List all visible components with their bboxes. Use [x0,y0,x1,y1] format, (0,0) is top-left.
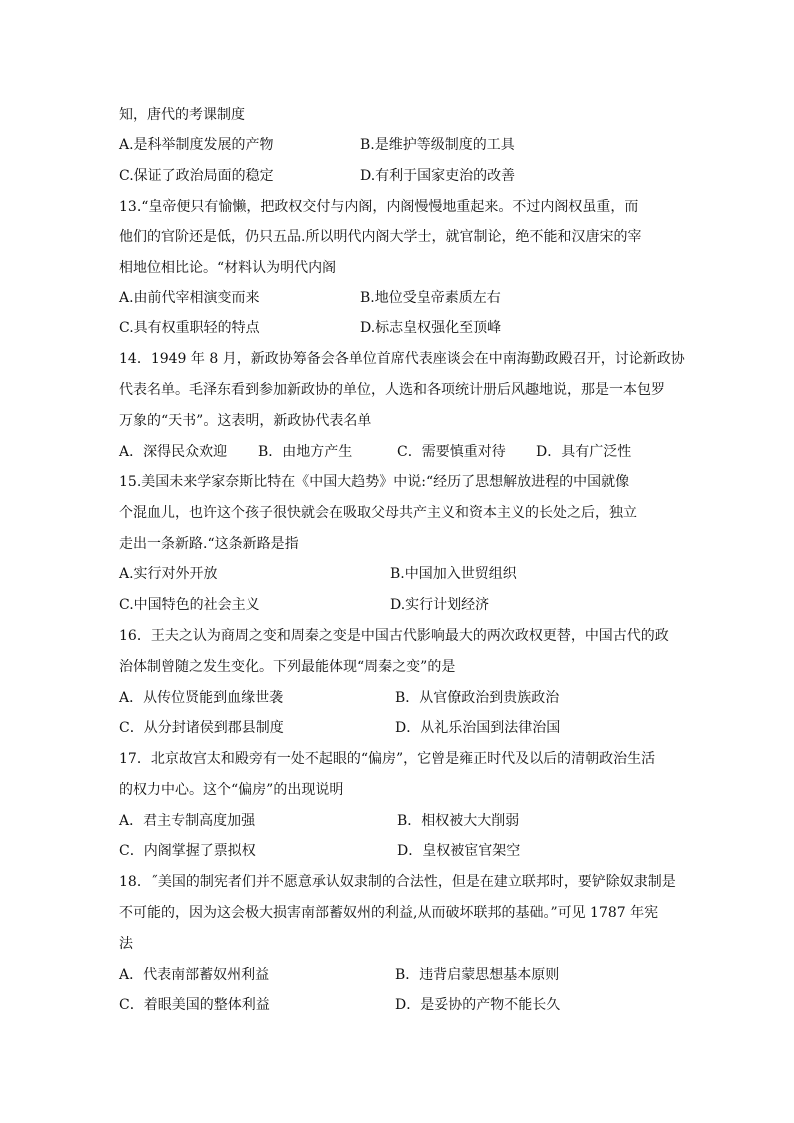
q18-stem-line: 18．˝美国的制宪者们并不愿意承认奴隶制的合法性，但是在建立联邦时，要铲除奴隶制是 [119,874,676,890]
q15-option-d: D.实行计划经济 [390,597,490,613]
q13-option-b: B.地位受皇帝素质左右 [360,290,501,306]
q18-option-a: A．代表南部蓄奴州利益 [119,967,270,983]
q17-stem-line: 17．北京故宫太和殿旁有一处不起眼的“偏房”，它曾是雍正时代及以后的清朝政治生活 [119,751,656,767]
q14-option-c: C．需要慎重对待 [397,444,506,460]
q14-stem-line: 万象的“天书”。这表明，新政协代表名单 [119,413,372,429]
q13-stem-line: 相地位相比论。“材料认为明代内阁 [119,260,337,276]
q15-option-a: A.实行对外开放 [119,566,218,582]
q12-stem-tail: 知，唐代的考课制度 [119,107,245,123]
q12-option-c: C.保证了政治局面的稳定 [119,168,274,184]
q18-option-d: D．是妥协的产物不能长久 [395,997,561,1013]
q12-option-a: A.是科举制度发展的产物 [119,137,274,153]
q16-option-a: A．从传位贤能到血缘世袭 [119,690,284,706]
q14-option-b: B．由地方产生 [258,444,353,460]
q15-stem-line: 走出一条新路.“这条新路是指 [119,536,299,552]
q15-option-b: B.中国加入世贸组织 [390,566,517,582]
q13-stem-line: 他们的官阶还是低，仍只五品.所以明代内阁大学士，就官制论，绝不能和汉唐宋的宰 [119,229,642,245]
q17-stem-line: 的权力中心。这个“偏房”的出现说明 [119,782,344,798]
q15-option-c: C.中国特色的社会主义 [119,597,260,613]
q17-option-c: C．内阁掌握了票拟权 [119,843,256,859]
q17-option-b: B．相权被大大削弱 [397,813,520,829]
q14-option-a: A．深得民众欢迎 [119,444,228,460]
q14-option-d: D．具有广泛性 [536,444,632,460]
q16-option-d: D．从礼乐治国到法律治国 [395,720,561,736]
q18-stem-line: 法 [119,936,133,952]
q14-stem-line: 14．1949 年 8 月，新政协筹备会各单位首席代表座谈会在中南海勤政殿召开，讨论新政协 [119,351,685,367]
q16-stem-line: 16．王夫之认为商周之变和周秦之变是中国古代影响最大的两次政权更替，中国古代的政 [119,628,669,644]
q13-option-a: A.由前代宰相演变而来 [119,290,260,306]
q14-stem-line: 代表名单。毛泽东看到参加新政协的单位，人选和各项统计册后风趣地说，那是一本包罗 [119,382,665,398]
q13-option-d: D.标志皇权强化至顶峰 [360,320,502,336]
q15-stem-line: 个混血儿，也许这个孩子很快就会在吸取父母共产主义和资本主义的长处之后，独立 [119,505,637,521]
q12-option-b: B.是维护等级制度的工具 [360,137,515,153]
q18-option-b: B．违背启蒙思想基本原则 [395,967,560,983]
q17-option-a: A．君主专制高度加强 [119,813,256,829]
q18-option-c: C．着眼美国的整体利益 [119,997,270,1013]
q13-option-c: C.具有权重职轻的特点 [119,320,260,336]
q17-option-d: D．皇权被宦官架空 [397,843,521,859]
q12-option-d: D.有利于国家吏治的改善 [360,168,516,184]
q16-option-b: B．从官僚政治到贵族政治 [395,690,560,706]
q18-stem-line: 不可能的，因为这会极大损害南部蓄奴州的利益,从而破坏联邦的基础。”可见 1787 年宪 [119,905,659,921]
q13-stem-line: 13.“皇帝便只有愉懒，把政权交付与内阁，内阁慢慢地重起来。不过内阁权虽重，而 [119,199,639,215]
q16-stem-line: 治体制曾随之发生变化。下列最能体现“周秦之变”的是 [119,659,456,675]
q15-stem-line: 15.美国未来学家奈斯比特在《中国大趋势》中说:“经历了思想解放进程的中国就像 [119,474,630,490]
q16-option-c: C．从分封诸侯到郡县制度 [119,720,284,736]
